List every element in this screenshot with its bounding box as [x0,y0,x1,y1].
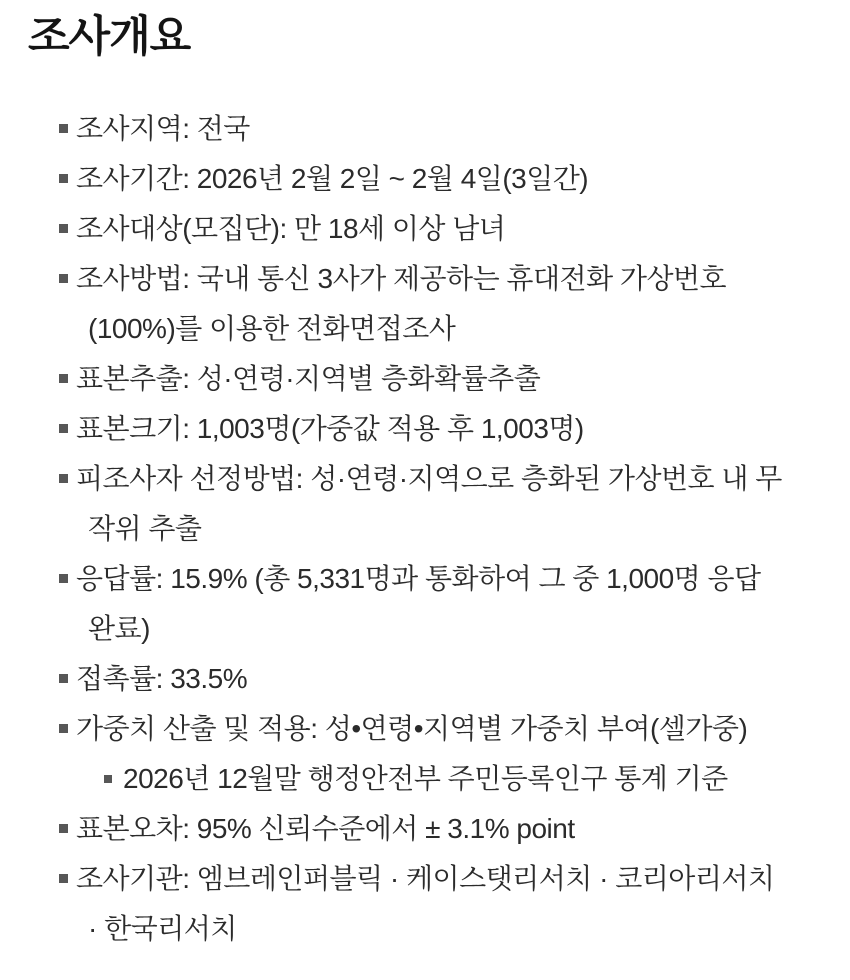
list-item-text: 조사대상(모집단): 만 18세 이상 남녀 [76,213,506,244]
square-bullet-icon [59,424,68,433]
list-item-line [0,704,850,754]
page-title: 조사개요 [28,13,191,61]
list-item-line [0,304,850,354]
list-item-text: 조사방법: 국내 통신 3사가 제공하는 휴대전화 가상번호 [76,263,727,294]
list-item-text: (100%)를 이용한 전화면접조사 [88,313,456,344]
list-item-text: 표본오차: 95% 신뢰수준에서 ± 3.1% point [76,813,575,844]
list-item-text: 조사기관: 엠브레인퍼블릭 · 케이스탯리서치 · 코리아리서치 [76,863,775,894]
square-bullet-icon [59,674,68,683]
square-bullet-icon [59,574,68,583]
survey-overview-list [0,104,850,954]
list-item-line [0,904,850,954]
square-bullet-icon [59,174,68,183]
square-bullet-icon [59,224,68,233]
square-bullet-icon [59,474,68,483]
list-item-text: 조사지역: 전국 [76,113,250,144]
list-item-line [0,354,850,404]
square-bullet-icon [59,724,68,733]
list-item-text: 작위 추출 [88,513,202,544]
list-item-line [0,204,850,254]
list-item-line [0,554,850,604]
list-item-line [0,654,850,704]
list-item-line [0,854,850,904]
list-item-line [0,754,850,804]
list-item-line [0,104,850,154]
list-item-line [0,454,850,504]
list-item-text: 접촉률: 33.5% [76,663,248,694]
list-item-line [0,154,850,204]
square-bullet-icon [59,274,68,283]
square-bullet-icon [59,824,68,833]
list-item-text: 표본추출: 성·연령·지역별 층화확률추출 [76,363,541,394]
square-bullet-icon [59,874,68,883]
list-item-line [0,504,850,554]
list-item-line [0,404,850,454]
list-item-text: 완료) [88,613,150,644]
square-bullet-icon [59,124,68,133]
list-item-line [0,804,850,854]
list-item-text: · 한국리서치 [88,913,237,944]
list-item-text: 응답률: 15.9% (총 5,331명과 통화하여 그 중 1,000명 응답 [76,563,761,594]
list-item-text: 2026년 12월말 행정안전부 주민등록인구 통계 기준 [123,763,728,794]
list-item-line [0,254,850,304]
square-bullet-icon [104,775,112,783]
list-item-text: 피조사자 선정방법: 성·연령·지역으로 층화된 가상번호 내 무 [76,463,782,494]
list-item-text: 표본크기: 1,003명(가중값 적용 후 1,003명) [76,413,584,444]
list-item-text: 조사기간: 2026년 2월 2일 ~ 2월 4일(3일간) [76,163,589,194]
list-item-text: 가중치 산출 및 적용: 성•연령•지역별 가중치 부여(셀가중) [76,713,748,744]
square-bullet-icon [59,374,68,383]
list-item-line [0,604,850,654]
